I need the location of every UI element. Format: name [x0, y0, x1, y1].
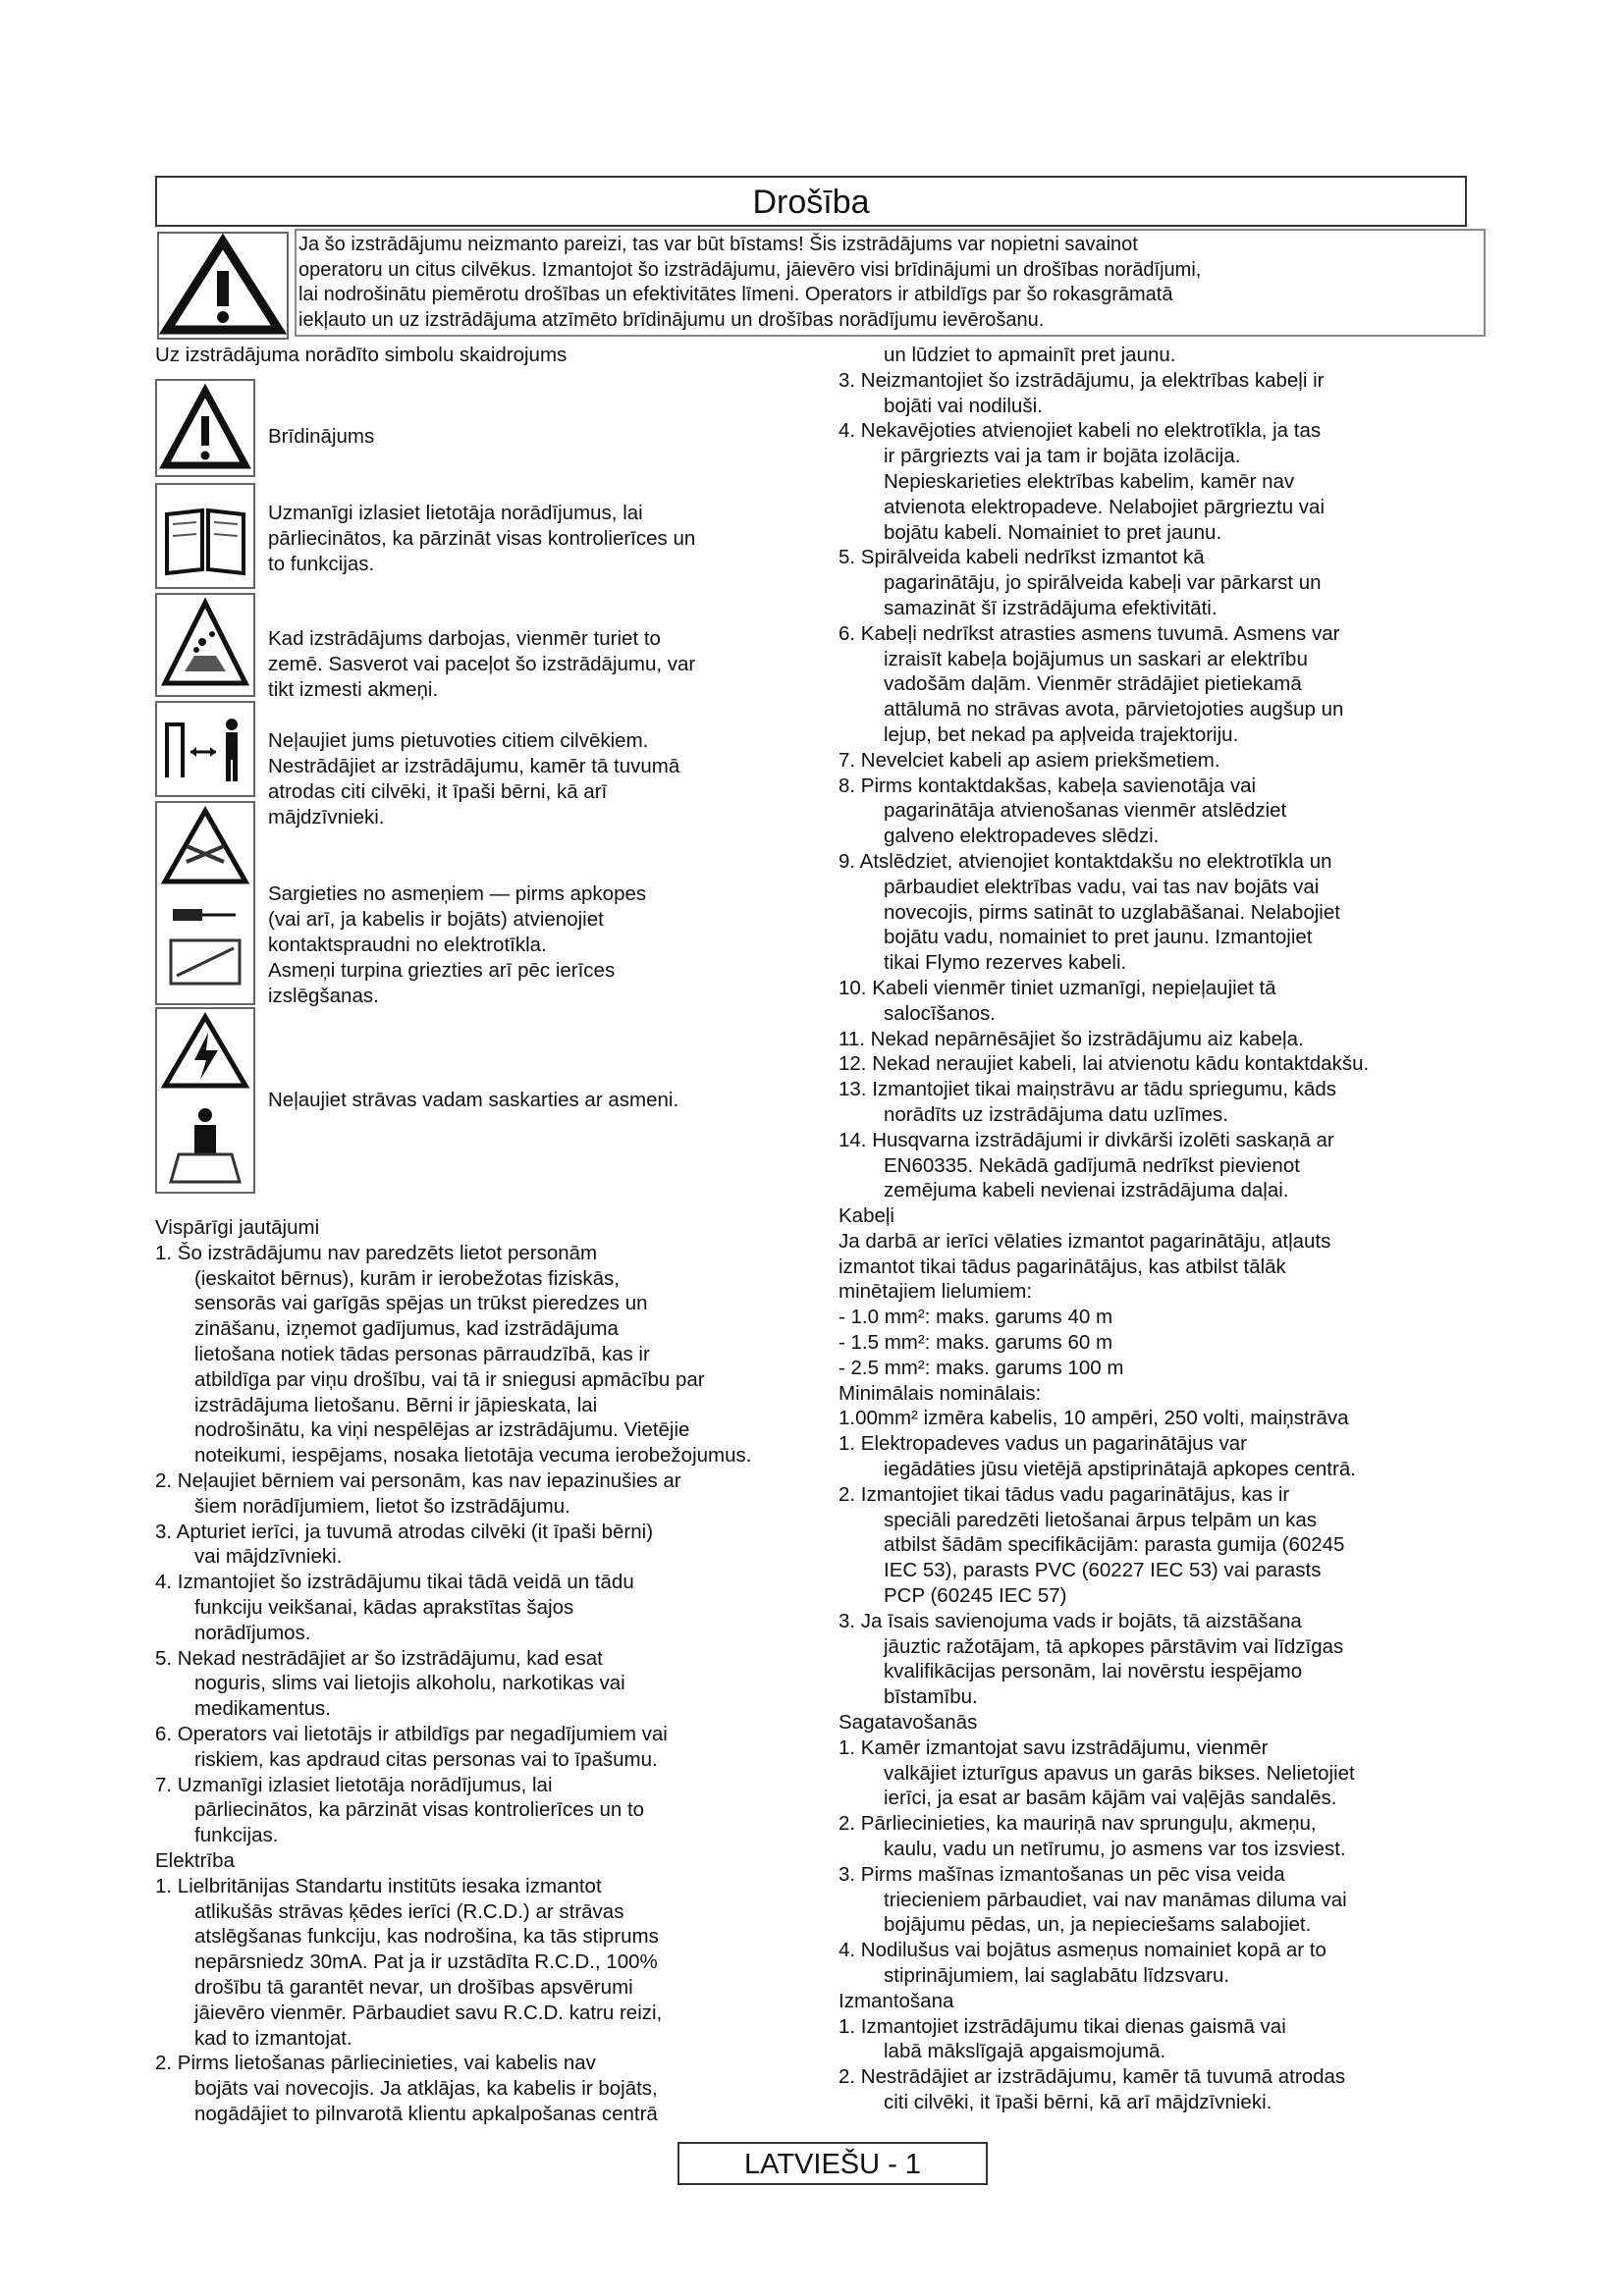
list-item-line: citi cilvēki, it īpaši bērni, kā arī mājdzīvnieki. [884, 2090, 1272, 2113]
paragraph-line: - 1.5 mm²: maks. garums 60 m [839, 1331, 1113, 1355]
list-item-line: 3. Pirms mašīnas izmantošanas un pēc visa veida [839, 1862, 1285, 1886]
paragraph-line: - 2.5 mm²: maks. garums 100 m [839, 1356, 1124, 1379]
list-item-line: tikai Flymo rezerves kabeli. [884, 951, 1127, 975]
list-item-line: funkcijas. [194, 1824, 279, 1847]
list-item-line: attālumā no strāvas avota, pārvietojoties augšup un [884, 698, 1344, 721]
section-heading: Minimālais nominālais: [839, 1381, 1042, 1405]
section-heading: Sagatavošanās [839, 1711, 978, 1735]
symbol-text: Uzmanīgi izlasiet lietotāja norādījumus, lai pārliecinātos, ka pārzināt visas kontrolierīces un to funkcijas. [268, 502, 696, 575]
list-item-line: nogādājiet to pilnvarotā klientu apkalpošanas centrā [194, 2102, 658, 2125]
list-item-line: funkciju veikšanai, kādas aprakstītas šajos [194, 1595, 574, 1619]
paragraph-line: minētajiem lielumiem: [839, 1280, 1033, 1304]
blade-unplug-icon [155, 801, 255, 1005]
list-item-line: 5. Nekad nestrādājiet ar šo izstrādājumu, kad esat [155, 1646, 603, 1670]
list-item-line: 14. Husqvarna izstrādājumi ir divkārši izolēti saskaņā ar [839, 1128, 1334, 1151]
section-heading: Elektrība [155, 1848, 235, 1872]
list-item-line: un lūdziet to apmainīt pret jaunu. [884, 344, 1176, 366]
symbol-text: Kad izstrādājums darbojas, vienmēr turiet to zemē. Sasverot vai paceļot šo izstrādājumu, var tikt izmesti akmeņi. [268, 627, 696, 701]
list-item-line: 3. Apturiet ierīci, ja tuvumā atrodas cilvēki (it īpaši bērni) [155, 1520, 654, 1543]
list-item-line: bojājumu pēdas, un, ja nepieciešams salabojiet. [884, 1913, 1312, 1937]
symbol-text: Brīdinājums [268, 425, 375, 448]
list-item-line: jāievēro vienmēr. Pārbaudiet savu R.C.D. katru reizi, [194, 2001, 663, 2024]
list-item-line: salocīšanos. [884, 1001, 996, 1025]
paragraph-line: 1.00mm² izmēra kabelis, 10 ampēri, 250 volti, maiņstrāva [839, 1407, 1349, 1430]
list-item-line: nepārsniedz 30mA. Pat ja ir uzstādīta R.C.D., 100% [194, 1950, 658, 1974]
paragraph-line: - 1.0 mm²: maks. garums 40 m [839, 1306, 1113, 1329]
list-item-line: 4. Izmantojiet šo izstrādājumu tikai tādā veidā un tādu [155, 1571, 634, 1594]
list-item-line: (ieskaitot bērnus), kurām ir ierobežotas fiziskās, [194, 1266, 620, 1290]
list-item-line: noguris, slims vai lietojis alkoholu, narkotikas vai [194, 1672, 625, 1695]
list-item-line: Nepieskarieties elektrības kabelim, kamēr nav [884, 469, 1295, 493]
list-item-line: galveno elektropadeves slēdzi. [884, 825, 1160, 848]
symbols-heading: Uz izstrādājuma norādīto simbolu skaidrojums [155, 344, 568, 366]
list-item-line: 7. Uzmanīgi izlasiet lietotāja norādījumus, lai [155, 1773, 553, 1796]
list-item-line: vai mājdzīvnieki. [194, 1545, 343, 1569]
list-item-line: 10. Kabeli vienmēr tiniet uzmanīgi, nepieļaujiet tā [839, 976, 1276, 999]
paragraph-line: Ja darbā ar ierīci vēlaties izmantot pagarinātāju, atļauts [839, 1229, 1331, 1253]
list-item-line: pagarinātāju, jo spirālveida kabeļi var pārkarst un [884, 571, 1322, 595]
list-item-line: 12. Nekad neraujiet kabeli, lai atvienotu kādu kontaktdakšu. [839, 1052, 1370, 1076]
list-item-line: 13. Izmantojiet tikai maiņstrāvu ar tādu spriegumu, kāds [839, 1078, 1337, 1101]
list-item-line: pārbaudiet elektrības vadu, vai tas nav bojāts vai [884, 875, 1320, 898]
list-item-line: samazināt šī izstrādājuma efektivitāti. [884, 596, 1218, 619]
symbol-text: Neļaujiet strāvas vadam saskarties ar asmeni. [268, 1089, 679, 1111]
list-item-line: bojātu kabeli. Nomainiet to pret jaunu. [884, 520, 1222, 544]
list-item-line: atvienota elektropadeve. Nelabojiet pārgrieztu vai [884, 495, 1325, 518]
list-item-line: 6. Kabeļi nedrīkst atrasties asmens tuvumā. Asmens var [839, 621, 1340, 645]
list-item-line: 6. Operators vai lietotājs ir atbildīgs par negadījumiem vai [155, 1722, 668, 1745]
list-item-line: valkājiet izturīgus apavus un garās bikses. Nelietojiet [884, 1761, 1355, 1785]
keep-distance-icon [155, 701, 255, 797]
right-column [839, 343, 1526, 2115]
list-item-line: novecojis, pirms satināt to uzglabāšanai. Nelabojiet [884, 900, 1340, 924]
list-item-line: lietošana notiek tādas personas pārraudzībā, kas ir [194, 1342, 650, 1365]
list-item-line: triecieniem pārbaudiet, vai nav manāmas diluma vai [884, 1888, 1347, 1911]
intro-warning-text: Ja šo izstrādājumu neizmanto pareizi, tas var būt bīstams! Šis izstrādājums var nopietni savainot operatoru un citus cilvēkus. Izmantojot šo izstrādājumu, jāievēro visi brīdinājumi un drošības norādījumi, lai nodrošinātu piemērotu drošības un efektivitātes līmeni. Operators ir atbildīgs par šo rokasgrāmatā iekļauto un uz izstrādājuma atzīmēto brīdinājumu un drošības norādījumu ievērošanu. [295, 229, 1486, 337]
list-item-line: sensorās vai garīgās spējas un trūkst pieredzes un [194, 1292, 648, 1315]
list-item-line: atslēgšanas funkciju, kas nodrošina, ka tās stiprums [194, 1925, 659, 1949]
page-title: Drošība [155, 176, 1467, 227]
page-footer: LATVIEŠU - 1 [677, 2142, 988, 2185]
list-item-line: norādīts uz izstrādājuma datu uzlīmes. [884, 1102, 1228, 1126]
list-item-line: kaulu, vadu un netīrumu, jo asmens var tos izsviest. [884, 1838, 1346, 1861]
list-item-line: 8. Pirms kontaktdakšas, kabeļa savienotāja vai [839, 774, 1257, 797]
list-item-line: drošību tā garantēt nevar, un drošības apsvērumi [194, 1975, 633, 1999]
warning-triangle-icon [155, 379, 255, 477]
list-item-line: kad to izmantojat. [194, 2026, 352, 2050]
list-item-line: ierīci, ja esat ar basām kājām vai vaļējās sandalēs. [884, 1787, 1337, 1810]
list-item-line: riskiem, kas apdraud citas personas vai to īpašumu. [194, 1747, 658, 1771]
symbol-text: Neļaujiet jums pietuvoties citiem cilvēkiem. Nestrādājiet ar izstrādājumu, kamēr tā tuvumā atrodas citi cilvēki, it īpaši bērni, kā arī mājdzīvnieki. [268, 729, 680, 828]
list-item-line: 1. Šo izstrādājumu nav paredzēts lietot personām [155, 1241, 598, 1264]
warning-triangle-icon [157, 232, 289, 340]
list-item-line: atbildīga par viņu drošību, vai tā ir sniegusi apmācību par [194, 1367, 705, 1391]
list-item-line: noteikumi, iespējams, nosaka lietotāja vecuma ierobežojumus. [194, 1444, 752, 1468]
list-item-line: norādījumos. [194, 1621, 311, 1644]
list-item-line: pagarinātāja atvienošanas vienmēr atslēdziet [884, 799, 1287, 823]
list-item-line: 3. Neizmantojiet šo izstrādājumu, ja elektrības kabeļi ir [839, 368, 1325, 392]
list-item-line: bojātu vadu, nomainiet to pret jaunu. Izmantojiet [884, 926, 1313, 949]
open-manual-icon [155, 483, 255, 589]
list-item-line: PCP (60245 IEC 57) [884, 1584, 1067, 1608]
list-item-line: bojāts vai novecojis. Ja atklājas, ka kabelis ir bojāts, [194, 2077, 658, 2101]
section-heading: Vispārīgi jautājumi [155, 1216, 320, 1239]
list-item-line: 4. Nekavējoties atvienojiet kabeli no elektrotīkla, ja tas [839, 419, 1322, 443]
list-item-line: 11. Nekad nepārnēsājiet šo izstrādājumu aiz kabeļa. [839, 1027, 1304, 1050]
list-item-line: bīstamību. [884, 1685, 978, 1709]
symbol-text: Sargieties no asmeņiem — pirms apkopes (vai arī, ja kabelis ir bojāts) atvienojiet kontaktspraudni no elektrotīkla. Asmeņi turpina griezties arī pēc ierīces izslēgšanas. [268, 882, 647, 1007]
list-item-line: 5. Spirālveida kabeli nedrīkst izmantot kā [839, 546, 1205, 569]
cable-blade-icon [155, 1007, 255, 1194]
list-item-line: 4. Nodilušus vai bojātus asmeņus nomainiet kopā ar to [839, 1939, 1326, 1962]
list-item-line: bojāti vai nodiluši. [884, 394, 1043, 417]
list-item-line: 1. Izmantojiet izstrādājumu tikai dienas gaismā vai [839, 2014, 1286, 2038]
list-item-line: pārliecinātos, ka pārzināt visas kontrolierīces un to [194, 1798, 645, 1822]
list-item-line: 2. Nestrādājiet ar izstrādājumu, kamēr tā tuvumā atrodas [839, 2065, 1346, 2089]
list-item-line: 2. Neļaujiet bērniem vai personām, kas nav iepazinušies ar [155, 1468, 681, 1492]
list-item-line: 2. Pirms lietošanas pārliecinieties, vai kabelis nav [155, 2052, 596, 2075]
left-column [155, 1215, 833, 2127]
section-heading: Kabeļi [839, 1204, 894, 1228]
list-item-line: labā mākslīgajā apgaismojumā. [884, 2040, 1166, 2063]
list-item-line: IEC 53), parasts PVC (60227 IEC 53) vai parasts [884, 1559, 1322, 1582]
list-item-line: nodrošinātu, ka viņi nespēlējas ar izstrādājumu. Vietējie [194, 1418, 690, 1442]
list-item-line: lejup, bet nekad pa apļveida trajektoriju. [884, 722, 1239, 746]
paragraph-line: izmantot tikai tādus pagarinātājus, kas atbilst tālāk [839, 1255, 1286, 1278]
list-item-line: 7. Nevelciet kabeli ap asiem priekšmetiem. [839, 748, 1220, 772]
list-item-line: jāuztic ražotājam, tā apkopes pārstāvim vai līdzīgas [884, 1634, 1344, 1658]
list-item-line: šiem norādījumiem, lietot šo izstrādājumu. [194, 1494, 570, 1518]
list-item-line: izstrādājuma lietošanu. Bērni ir jāpieskata, lai [194, 1393, 598, 1416]
list-item-line: ir pārgriezts vai ja tam ir bojāta izolācija. [884, 445, 1241, 468]
list-item-line: medikamentus. [194, 1697, 332, 1721]
list-item-line: atlikušās strāvas ķēdes ierīci (R.C.D.) ar strāvas [194, 1899, 624, 1923]
flying-stones-icon [155, 593, 255, 697]
list-item-line: kvalifikācijas personām, lai novērstu iespējamo [884, 1660, 1303, 1683]
list-item-line: zināšanu, izņemot gadījumus, kad izstrādājuma [194, 1317, 619, 1341]
list-item-line: iegādāties jūsu vietējā apstiprinātajā apkopes centrā. [884, 1458, 1356, 1481]
list-item-line: 2. Izmantojiet tikai tādus vadu pagarinātājus, kas ir [839, 1482, 1290, 1506]
list-item-line: stiprinājumiem, lai saglabātu līdzsvaru. [884, 1964, 1230, 1987]
list-item-line: 1. Lielbritānijas Standartu institūts iesaka izmantot [155, 1874, 602, 1897]
list-item-line: vadošām daļām. Vienmēr strādājiet pietiekamā [884, 672, 1302, 696]
list-item-line: 3. Ja īsais savienojuma vads ir bojāts, tā aizstāšana [839, 1609, 1302, 1632]
list-item-line: izraisīt kabeļa bojājumus un saskari ar elektrību [884, 647, 1308, 670]
list-item-line: atbilst šādām specifikācijām: parasta gumija (60245 [884, 1533, 1345, 1557]
list-item-line: EN60335. Nekādā gadījumā nedrīkst pievienot [884, 1153, 1300, 1177]
list-item-line: 2. Pārliecinieties, ka mauriņā nav sprunguļu, akmeņu, [839, 1812, 1317, 1836]
section-heading: Izmantošana [839, 1989, 954, 2012]
list-item-line: zemējuma kabeli nevienai izstrādājuma daļai. [884, 1179, 1289, 1202]
list-item-line: speciāli paredzēti lietošanai ārpus telpām un kas [884, 1508, 1318, 1531]
list-item-line: 9. Atslēdziet, atvienojiet kontaktdakšu no elektrotīkla un [839, 849, 1332, 873]
list-item-line: 1. Elektropadeves vadus un pagarinātājus var [839, 1432, 1247, 1456]
list-item-line: 1. Kamēr izmantojat savu izstrādājumu, vienmēr [839, 1735, 1269, 1759]
